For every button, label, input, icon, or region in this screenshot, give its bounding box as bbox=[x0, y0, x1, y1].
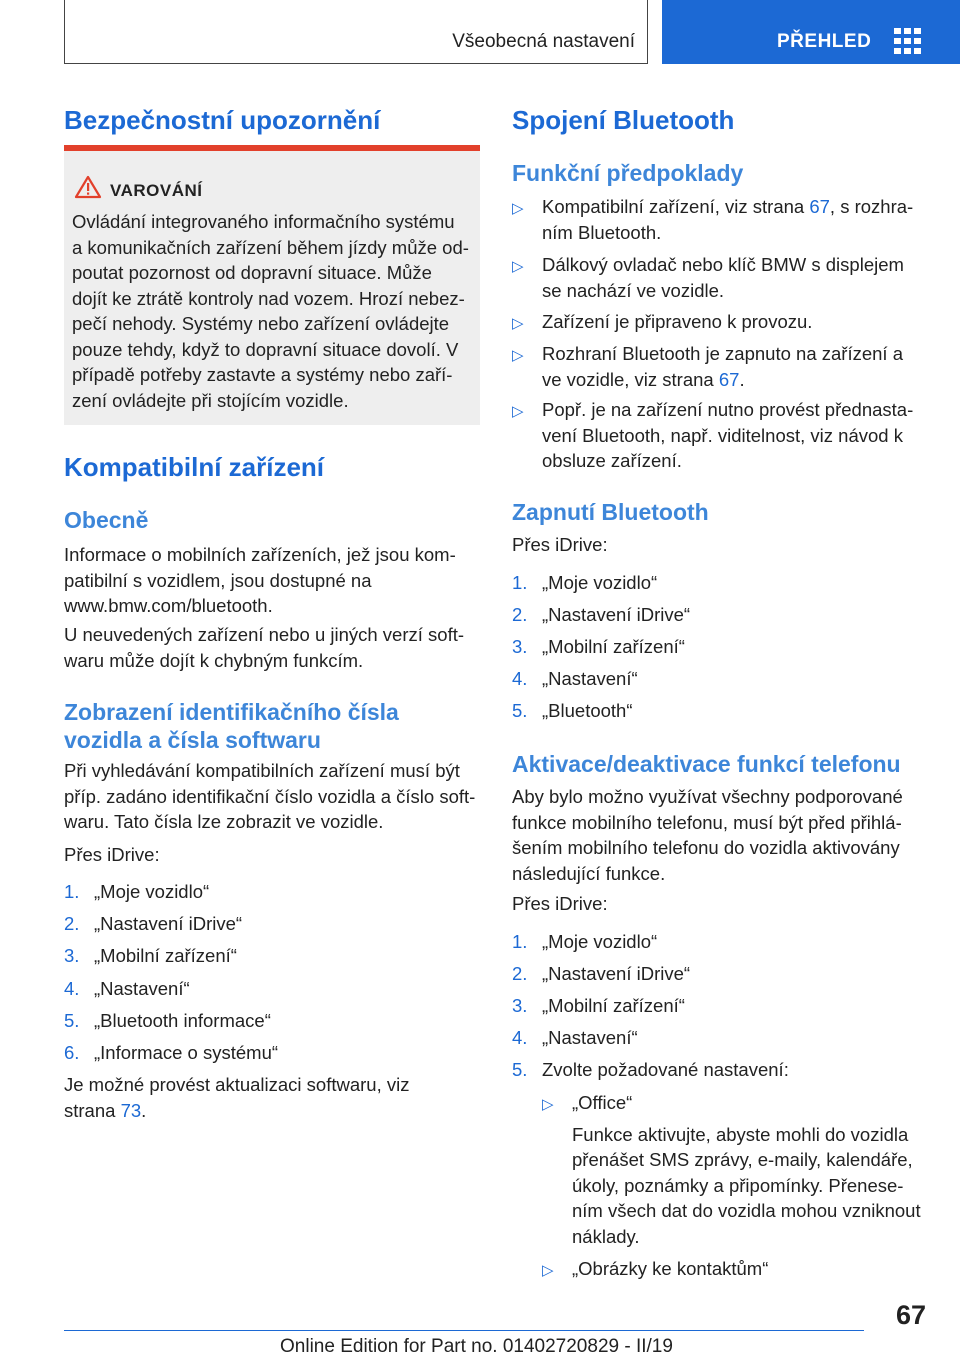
text-line: Aby bylo možno využívat všechny podporované bbox=[512, 786, 903, 807]
text-line bbox=[542, 367, 932, 393]
text-line: waru může dojít k chybným funkcím. bbox=[64, 649, 364, 671]
grid-icon bbox=[894, 28, 922, 54]
text-line: Je možné provést aktualizaci softwaru, viz bbox=[64, 1074, 410, 1095]
text-line: příp. zadáno identifikační číslo vozidla a číslo soft- bbox=[64, 785, 476, 807]
heading-safety: Bezpečnostní upozornění bbox=[64, 105, 381, 135]
text-line bbox=[542, 194, 932, 220]
warning-box bbox=[64, 145, 480, 425]
warning-line: případě potřeby zastavte a systémy nebo zaří- bbox=[72, 364, 453, 385]
step-text: „Bluetooth informace“ bbox=[94, 1010, 271, 1031]
heading-ident bbox=[64, 698, 399, 754]
text-line: šením mobilního telefonu do vozidla aktivovány bbox=[512, 837, 900, 858]
overview-label: PŘEHLED bbox=[777, 31, 872, 52]
text-line: úkoly, poznámky a připomínky. Přenese- bbox=[572, 1174, 904, 1196]
text-line: U neuvedených zařízení nebo u jiných verzí soft- bbox=[64, 624, 465, 645]
page-number: 67 bbox=[896, 1300, 927, 1330]
page-link-73[interactable]: 73 bbox=[120, 1099, 142, 1121]
warning-triangle-icon bbox=[74, 175, 102, 199]
warning-title: VAROVÁNÍ bbox=[110, 181, 203, 200]
sub-item-title: „Office“ bbox=[572, 1092, 633, 1113]
text-line: patibilní s vozidlem, jsou dostupné na bbox=[64, 569, 372, 591]
header-section-box bbox=[64, 0, 648, 64]
via-idrive-right: Přes iDrive: bbox=[512, 534, 608, 555]
heading-bluetooth: Spojení Bluetooth bbox=[512, 105, 735, 135]
overview-button[interactable] bbox=[662, 0, 960, 64]
warning-line: a komunikačních zařízení během jízdy může od- bbox=[72, 236, 469, 258]
page-link-67[interactable]: 67 bbox=[809, 196, 830, 217]
text-span: Kompatibilní zařízení, viz strana bbox=[542, 196, 810, 217]
step-text: „Mobilní zařízení“ bbox=[94, 945, 237, 966]
heading-line: Zobrazení identifikačního čísla bbox=[64, 699, 399, 725]
text-span: . bbox=[141, 1099, 147, 1121]
text-line: funkce mobilního telefonu, musí být před přihlá- bbox=[512, 811, 902, 833]
warning-text bbox=[72, 209, 472, 413]
step-text: „Mobilní zařízení“ bbox=[542, 995, 685, 1016]
activation-paragraph bbox=[512, 784, 932, 886]
heading-bt-on: Zapnutí Bluetooth bbox=[512, 499, 709, 525]
footer-divider bbox=[64, 1330, 864, 1331]
warning-line: pečí nehody. Systémy nebo zařízení ovládejte bbox=[72, 313, 450, 334]
update-paragraph bbox=[64, 1072, 484, 1123]
heading-line: vozidla a čísla softwaru bbox=[64, 727, 321, 753]
step-text: „Moje vozidlo“ bbox=[542, 931, 658, 952]
text-span: , s rozhra- bbox=[829, 196, 914, 217]
sub-item-title: „Obrázky ke kontaktům“ bbox=[572, 1258, 769, 1279]
step-text: „Nastavení iDrive“ bbox=[542, 604, 691, 625]
step-text: „Nastavení“ bbox=[94, 978, 190, 999]
sub-item-text bbox=[572, 1122, 932, 1250]
text-line: www.bmw.com/bluetooth. bbox=[64, 595, 273, 616]
text-line: Zařízení je připraveno k provozu. bbox=[542, 311, 813, 332]
text-line: Informace o mobilních zařízeních, jež jsou kom- bbox=[64, 544, 456, 565]
text-line: následující funkce. bbox=[512, 862, 666, 884]
text-line: Funkce aktivujte, abyste mohli do vozidla bbox=[572, 1123, 909, 1145]
text-line: Dálkový ovladač nebo klíč BMW s displejem bbox=[542, 254, 904, 275]
heading-activation: Aktivace/deaktivace funkcí telefonu bbox=[512, 751, 901, 777]
text-line: se nachází ve vozidle. bbox=[542, 279, 725, 301]
general-paragraph-1 bbox=[64, 542, 484, 619]
step-text: „Nastavení iDrive“ bbox=[94, 913, 243, 934]
warning-line: dojít ke ztrátě kontroly nad vozem. Hrozí nebez- bbox=[72, 287, 465, 309]
text-line: náklady. bbox=[572, 1225, 640, 1247]
step-text: „Moje vozidlo“ bbox=[542, 572, 658, 593]
step-text: „Moje vozidlo“ bbox=[94, 881, 210, 902]
via-idrive-left: Přes iDrive: bbox=[64, 844, 160, 865]
step-text: „Nastavení“ bbox=[542, 668, 638, 689]
heading-compatible: Kompatibilní zařízení bbox=[64, 452, 325, 482]
text-line: obsluze zařízení. bbox=[542, 450, 682, 471]
footer-edition: Online Edition for Part no. 01402720829 - II/19 bbox=[280, 1336, 673, 1357]
step-text: „Bluetooth“ bbox=[542, 700, 633, 721]
text-line: ním všech dat do vozidla mohou vzniknout bbox=[572, 1200, 921, 1221]
via-idrive-right-2: Přes iDrive: bbox=[512, 893, 608, 914]
warning-line: pouze tehdy, když to dopravní situace dovolí. V bbox=[72, 338, 459, 360]
text-line: ním Bluetooth. bbox=[542, 221, 662, 243]
warning-line: zení ovládejte při stojícím vozidle. bbox=[72, 389, 349, 411]
text-line: přenášet SMS zprávy, e-maily, kalendáře, bbox=[572, 1149, 913, 1170]
text-line: Popř. je na zařízení nutno provést přednasta- bbox=[542, 399, 914, 420]
heading-requirements: Funkční předpoklady bbox=[512, 160, 744, 186]
text-line: Při vyhledávání kompatibilních zařízení musí být bbox=[64, 760, 460, 781]
text-line: vení Bluetooth, např. viditelnost, viz návod k bbox=[542, 424, 903, 446]
text-span: . bbox=[739, 368, 745, 390]
text-line: Rozhraní Bluetooth je zapnuto na zařízení a bbox=[542, 343, 903, 364]
text-line bbox=[64, 1098, 484, 1124]
text-line: waru. Tato čísla lze zobrazit ve vozidle. bbox=[64, 811, 384, 832]
step-text: „Nastavení“ bbox=[542, 1027, 638, 1048]
step-text: „Mobilní zařízení“ bbox=[542, 636, 685, 657]
step-text: Zvolte požadované nastavení: bbox=[542, 1059, 789, 1080]
page-link-67[interactable]: 67 bbox=[718, 368, 740, 390]
warning-line: poutat pozornost od dopravní situace. Může bbox=[72, 262, 432, 283]
heading-general: Obecně bbox=[64, 507, 149, 533]
header-section-title: Všeobecná nastavení bbox=[452, 31, 635, 52]
ident-paragraph bbox=[64, 758, 484, 835]
step-text: „Nastavení iDrive“ bbox=[542, 963, 691, 984]
step-text: „Informace o systému“ bbox=[94, 1042, 279, 1063]
warning-line: Ovládání integrovaného informačního systému bbox=[72, 211, 455, 232]
text-span: strana bbox=[64, 1099, 116, 1121]
general-paragraph-2 bbox=[64, 622, 484, 673]
text-span: ve vozidle, viz strana bbox=[542, 368, 719, 390]
